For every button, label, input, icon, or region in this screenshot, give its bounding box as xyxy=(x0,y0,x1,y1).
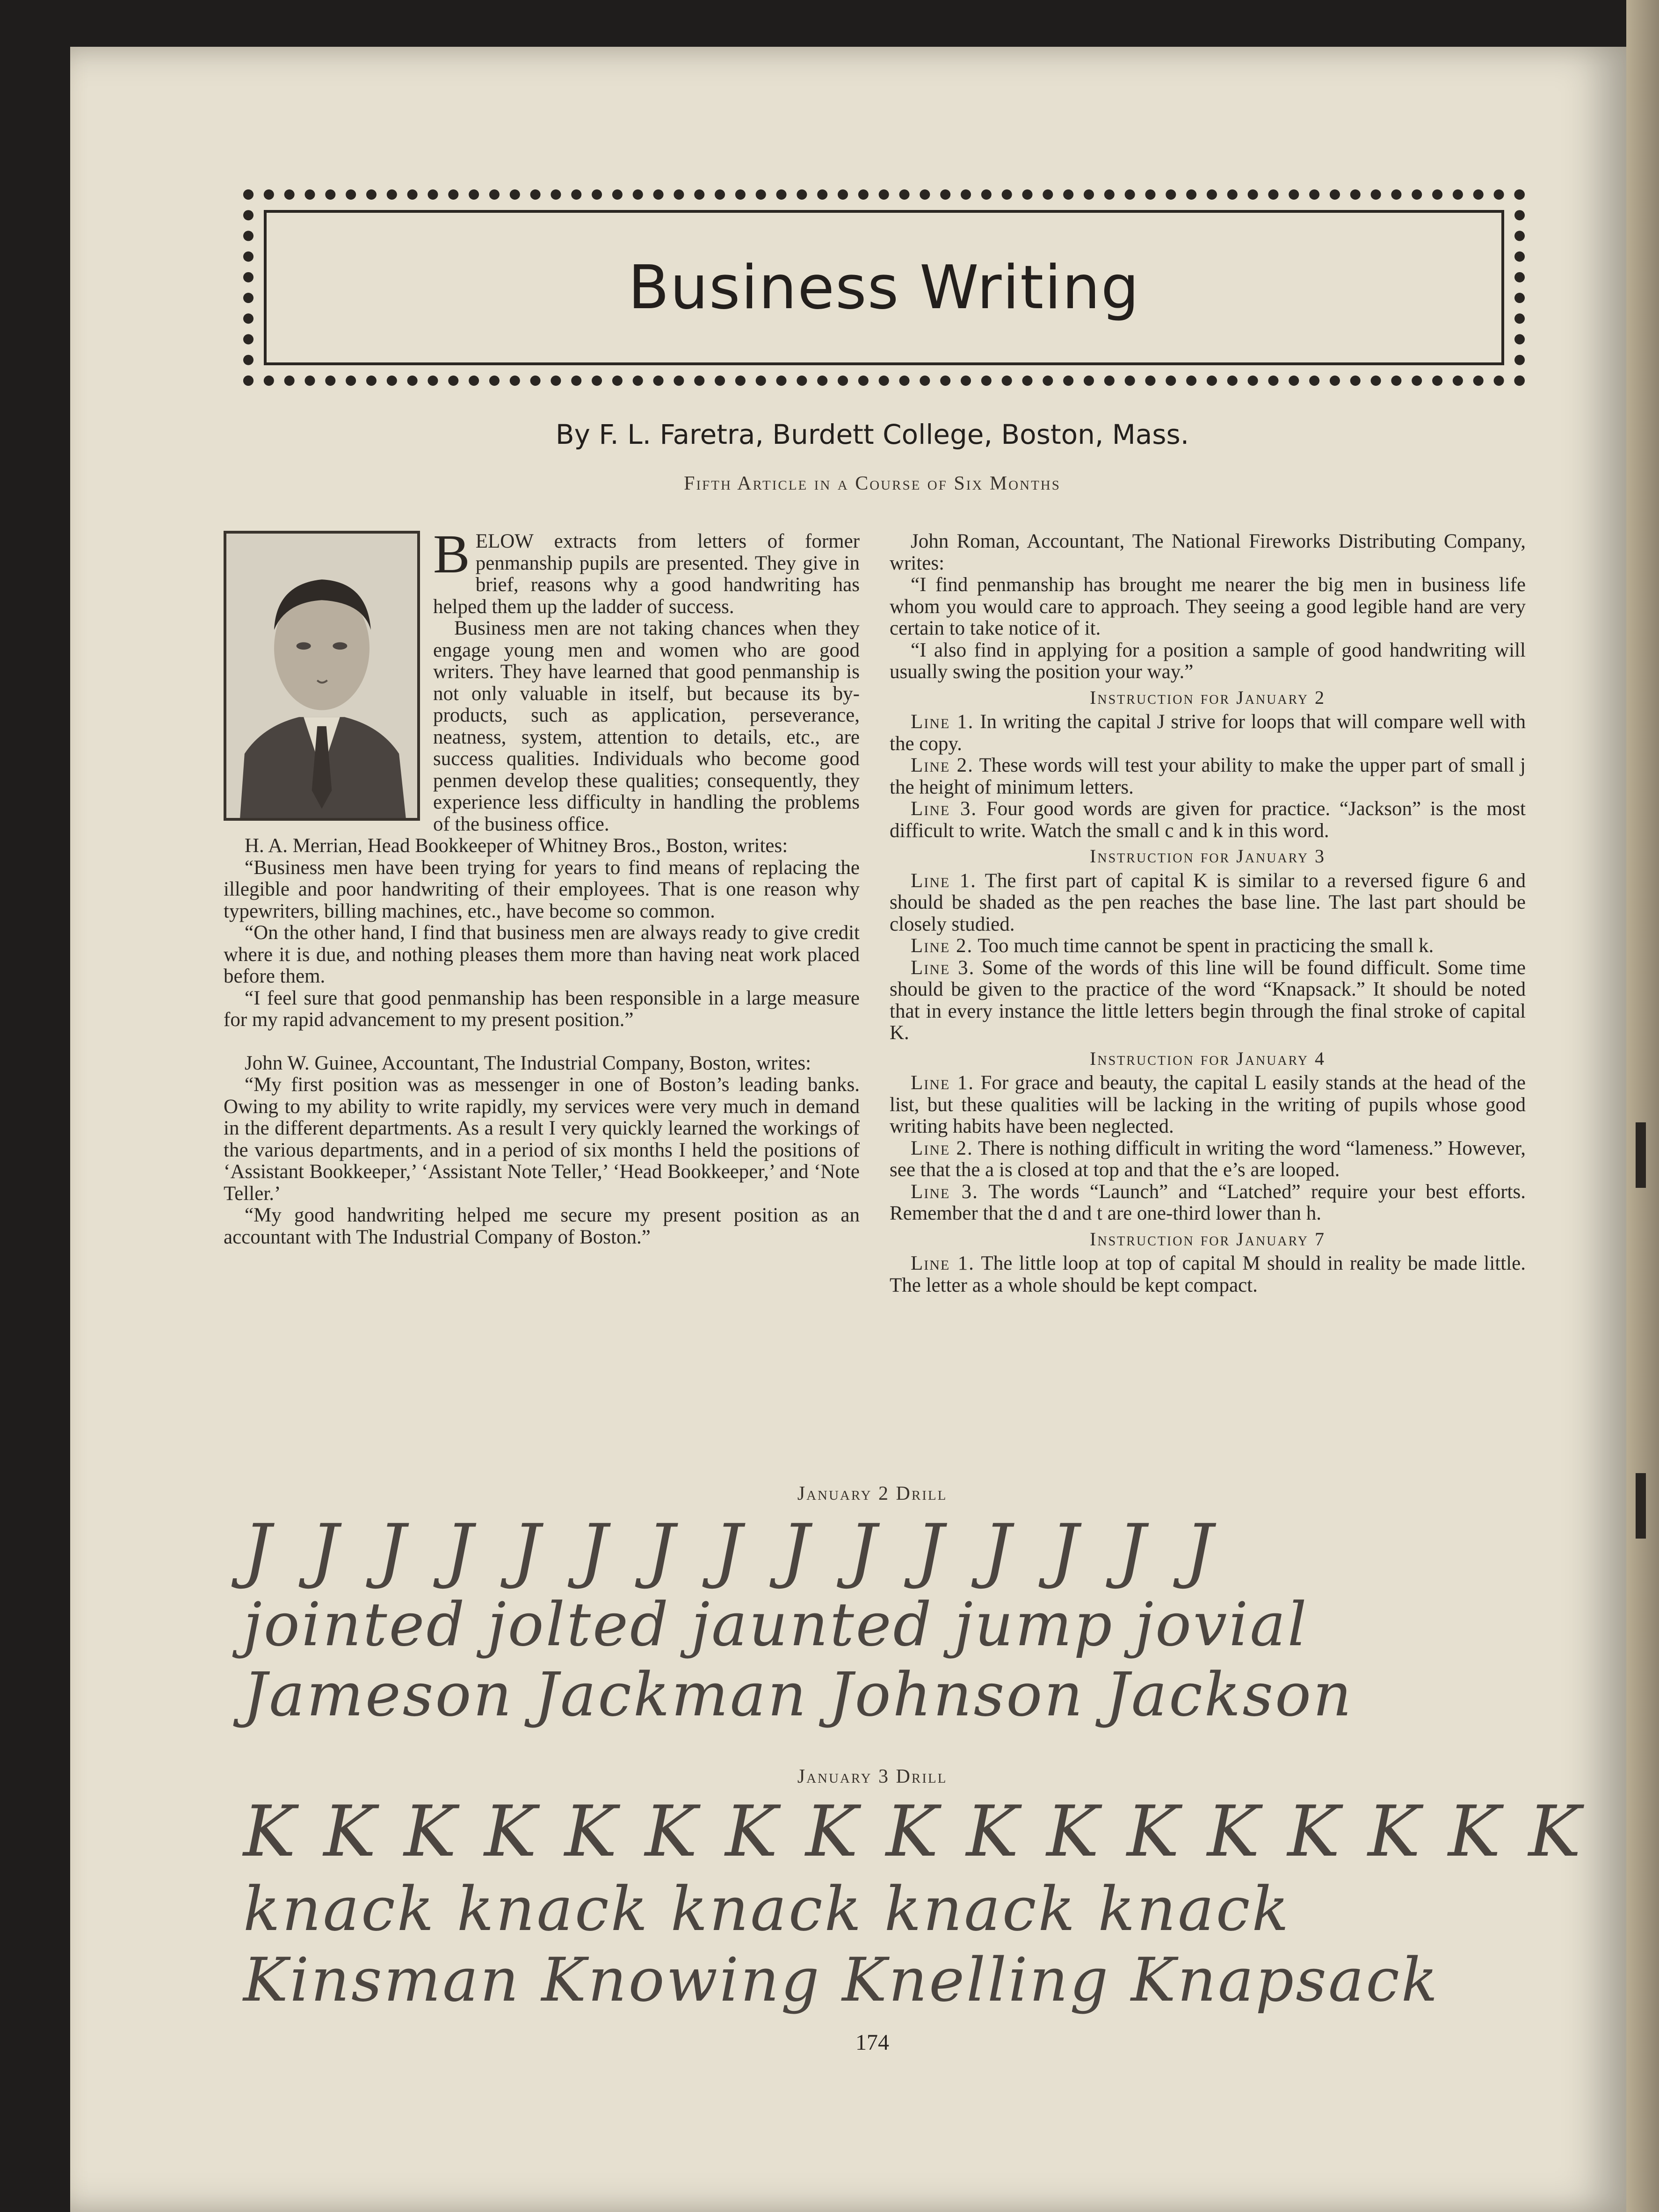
title-banner-inner xyxy=(264,210,1504,365)
byline: By F. L. Faretra, Burdett College, Boston, Mass. xyxy=(555,419,1189,450)
paragraph: John Roman, Accountant, The National Fireworks Distributing Company, writes: xyxy=(890,530,1526,574)
instruction-text: The little loop at top of capital M should in reality be made little. The letter as a whole should be kept compact. xyxy=(890,1252,1526,1296)
instruction-text: Too much time cannot be spent in practicing the small k. xyxy=(973,935,1434,957)
line-label: Line 2. xyxy=(911,1137,973,1159)
line-label: Line 3. xyxy=(911,1180,978,1203)
drill-label-jan2: January 2 Drill xyxy=(797,1483,948,1504)
quote-paragraph: “Business men have been trying for years to find means of replacing the illegible and poor handwriting of their employees. That is one reason why typewriters, billing machines, etc., have become so common. xyxy=(224,856,860,922)
line-label: Line 2. xyxy=(911,754,974,776)
drop-cap: B xyxy=(433,523,470,585)
instruction-text: These words will test your ability to make the upper part of small j the height of minimum letters. xyxy=(890,754,1526,798)
instruction-text: The first part of capital K is similar to a reversed figure 6 and should be shaded as the pen reaches the base line. The last part should be closely studied. xyxy=(890,869,1526,935)
line-label: Line 3. xyxy=(911,956,975,979)
drill-line: J J J J J J J J J J J J J J J xyxy=(243,1510,1222,1591)
instruction-text: In writing the capital J strive for loops that will compare well with the copy. xyxy=(890,711,1526,755)
title-banner xyxy=(243,189,1525,386)
instruction-heading-jan2: Instruction for January 2 xyxy=(1090,687,1326,708)
article-subtitle: Fifth Article in a Course of Six Months xyxy=(684,473,1061,494)
facing-page-edge xyxy=(1626,0,1659,2212)
drill-line: knack knack knack knack knack xyxy=(243,1873,1291,1945)
instruction-text: For grace and beauty, the capital L easily stands at the head of the list, but these qualities will be lacking in the writing of pupils whose good writing habits have been neglected. xyxy=(890,1072,1526,1137)
article-title: Business Writing xyxy=(628,253,1140,323)
line-label: Line 1. xyxy=(911,869,977,892)
instruction-text: The words “Launch” and “Latched” require your best efforts. Remember that the d and t are one-third lower than h. xyxy=(890,1180,1526,1224)
author-portrait xyxy=(224,531,420,821)
instruction-text: Four good words are given for practice. “Jackson” is the most difficult to write. Watch the small c and k in this word. xyxy=(890,798,1526,842)
right-column xyxy=(890,531,1526,1296)
line-label: Line 1. xyxy=(911,1252,975,1274)
paragraph: Business men are not taking chances when they engage young men and women who are good writers. They have learned that good penmanship is not only valuable in itself, but because its by-products, such as application, perseverance, neatness, system, attention to details, etc., are success qualities. Individuals who become good penmen develop these qualities; consequently, they experience less difficulty in handling the problems of the business office. xyxy=(433,617,860,835)
drill-line: Jameson Jackman Johnson Jackson xyxy=(243,1660,1354,1730)
line-label: Line 3. xyxy=(911,798,978,820)
quote-paragraph: “I feel sure that good penmanship has been responsible in a large measure for my rapid advancement to my present position.” xyxy=(224,987,860,1031)
line-label: Line 2. xyxy=(911,935,973,957)
instruction-text: Some of the words of this line will be found difficult. Some time should be given to the practice of the word “Knapsack.” It should be noted that in every instance the little letters begin through the final stroke of capital K. xyxy=(890,956,1526,1044)
page-number: 174 xyxy=(855,2030,889,2055)
intro-paragraph: ELOW extracts from letters of former penmanship pupils are presented. They give in brief, reasons why a good handwriting has helped them up the ladder of success. xyxy=(433,530,860,618)
line-label: Line 1. xyxy=(911,711,974,733)
drill-jan3 xyxy=(243,1791,1584,2016)
quote-paragraph: “On the other hand, I find that business men are always ready to give credit where it is due, and nothing pleases them more than having neat work placed before them. xyxy=(224,922,860,987)
paragraph: John W. Guinee, Accountant, The Industrial Company, Boston, writes: xyxy=(245,1052,811,1074)
drill-line: Kinsman Knowing Knelling Knapsack xyxy=(243,1945,1440,2015)
quote-paragraph: “I also find in applying for a position a sample of good handwriting will usually swing the position your way.” xyxy=(890,639,1526,683)
instruction-heading-jan3: Instruction for January 3 xyxy=(1090,846,1326,867)
facing-page-mark xyxy=(1636,1122,1646,1188)
paragraph: H. A. Merrian, Head Bookkeeper of Whitney Bros., Boston, writes: xyxy=(245,835,788,857)
drill-label-jan3: January 3 Drill xyxy=(797,1766,948,1787)
drill-jan2 xyxy=(243,1511,1515,1730)
instruction-heading-jan4: Instruction for January 4 xyxy=(1090,1048,1326,1069)
instruction-heading-jan7: Instruction for January 7 xyxy=(1090,1228,1326,1250)
left-column xyxy=(224,523,860,1248)
quote-paragraph: “I find penmanship has brought me nearer the big men in business life whom you would care to approach. They seeing a good legible hand are very certain to take notice of it. xyxy=(890,574,1526,639)
drill-line: K K K K K K K K K K K K K K K K K xyxy=(243,1791,1584,1872)
drill-line: jointed jolted jaunted jump jovial xyxy=(243,1590,1309,1660)
line-label: Line 1. xyxy=(911,1072,974,1094)
quote-paragraph: “My good handwriting helped me secure my present position as an accountant with The Industrial Company of Boston.” xyxy=(224,1204,860,1248)
quote-paragraph: “My first position was as messenger in one of Boston’s leading banks. Owing to my ability to write rapidly, my services were very much in demand in the different departments. As a result I very quickly learned the workings of the various departments, and in a period of six months I held the positions of ‘Assistant Bookkeeper,’ ‘Assistant Note Teller,’ ‘Head Bookkeeper,’ and ‘Note Teller.’ xyxy=(224,1074,860,1205)
instruction-text: There is nothing difficult in writing the word “lameness.” However, see that the a is closed at top and that the e’s are looped. xyxy=(890,1137,1526,1181)
